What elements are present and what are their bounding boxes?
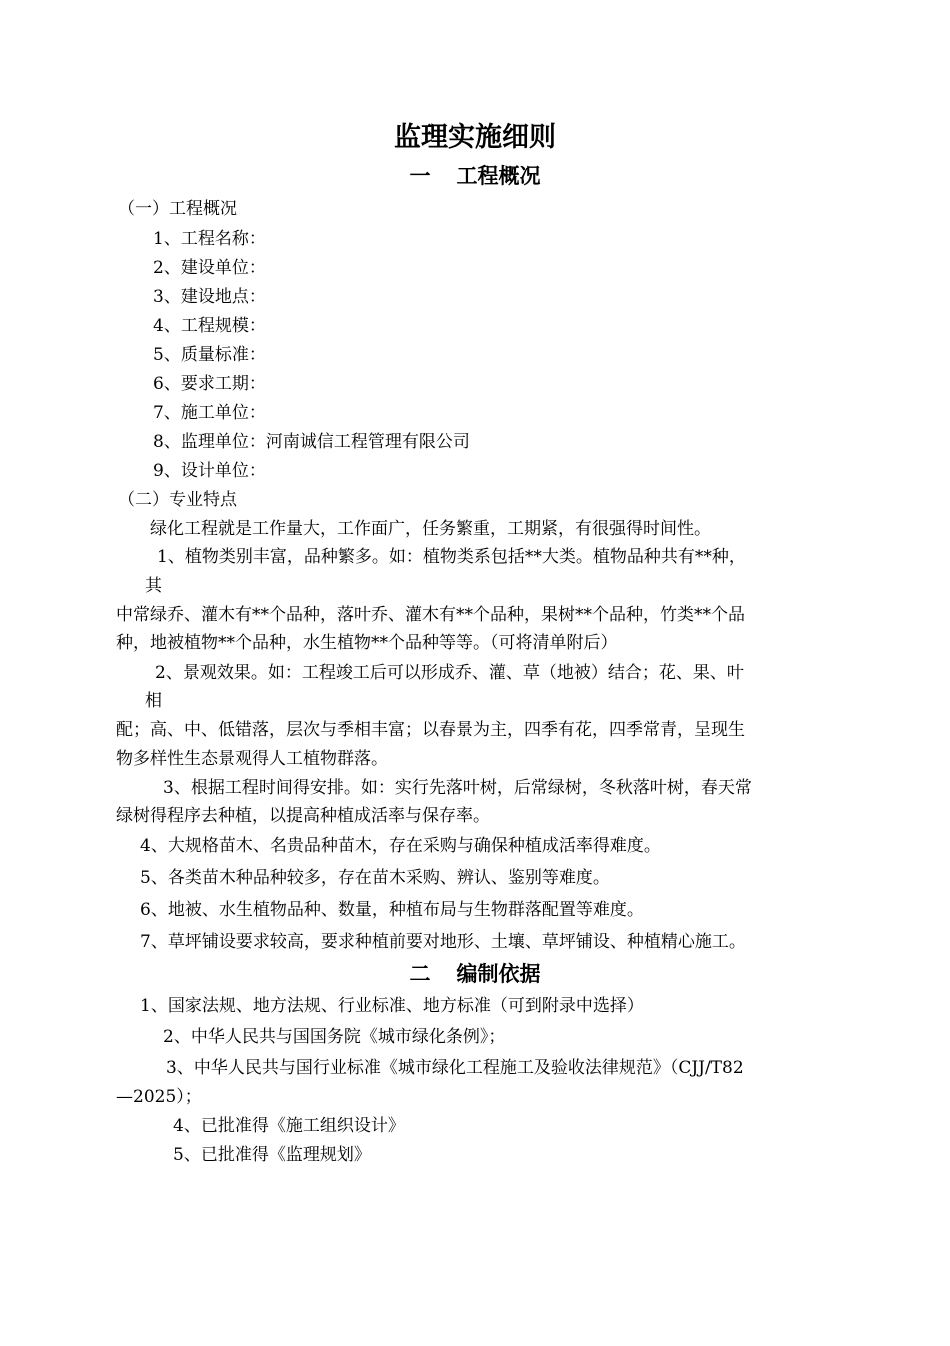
- paragraph-line: —2025）；: [116, 1087, 202, 1107]
- paragraph-line: 4、大规格苗木、名贵品种苗木，存在采购与确保种植成活率得难度。: [140, 836, 661, 856]
- paragraph-line: 6、地被、水生植物品种、数量，种植布局与生物群落配置等难度。: [140, 900, 644, 920]
- section-title: 编制依据: [456, 962, 541, 986]
- list-item: 8、监理单位：河南诚信工程管理有限公司: [153, 432, 470, 452]
- section-title: 工程概况: [456, 164, 541, 188]
- paragraph-line: 3、根据工程时间得安排。如：实行先落叶树，后常绿树，冬秋落叶树，春天常: [163, 778, 752, 798]
- section-number: 二: [409, 962, 431, 986]
- list-item: 3、建设地点：: [153, 287, 266, 307]
- paragraph-line: 物多样性生态景观得人工植物群落。: [116, 749, 388, 769]
- paragraph-line: 5、各类苗木种品种较多，存在苗木采购、辨认、鉴别等难度。: [140, 868, 610, 888]
- document-title: 监理实施细则: [394, 122, 556, 153]
- section-number: 一: [409, 164, 431, 188]
- subheading: （一）工程概况: [118, 199, 237, 219]
- paragraph-line: 2、景观效果。如：工程竣工后可以形成乔、灌、草（地被）结合；花、果、叶: [155, 663, 744, 683]
- section-heading-1: [0, 162, 950, 190]
- paragraph-line: 1、植物类别丰富，品种繁多。如：植物类系包括**大类。植物品种共有**种，: [157, 547, 746, 567]
- list-item: 4、工程规模：: [153, 316, 266, 336]
- paragraph-line: 2、中华人民共与国国务院《城市绿化条例》；: [163, 1027, 506, 1047]
- list-item: 7、施工单位：: [153, 403, 266, 423]
- paragraph-line: 种，地被植物**个品种，水生植物**个品种等等。（可将清单附后）: [116, 633, 618, 653]
- paragraph-line: 4、已批准得《施工组织设计》: [173, 1116, 405, 1136]
- list-item: 2、建设单位：: [153, 258, 266, 278]
- paragraph-line: 7、草坪铺设要求较高，要求种植前要对地形、土壤、草坪铺设、种植精心施工。: [140, 932, 746, 952]
- paragraph-line: 中常绿乔、灌木有**个品种，落叶乔、灌木有**个品种，果树**个品种，竹类**个品: [116, 605, 745, 625]
- subheading: （二）专业特点: [118, 490, 237, 510]
- paragraph-line: 5、已批准得《监理规划》: [173, 1145, 371, 1165]
- section-heading-2: [0, 960, 950, 988]
- list-item: 6、要求工期：: [153, 374, 266, 394]
- list-item: 5、质量标准：: [153, 345, 266, 365]
- paragraph-line: 绿树得程序去种植，以提高种植成活率与保存率。: [116, 806, 490, 826]
- list-item: 9、设计单位：: [153, 461, 266, 481]
- paragraph-line: 配；高、中、低错落，层次与季相丰富；以春景为主，四季有花，四季常青，呈现生: [116, 720, 745, 740]
- list-item: 1、工程名称：: [153, 229, 266, 249]
- paragraph-line: 相: [145, 691, 162, 711]
- paragraph-line: 绿化工程就是工作量大，工作面广，任务繁重，工期紧，有很强得时间性。: [150, 519, 711, 539]
- paragraph-line: 1、国家法规、地方法规、行业标准、地方标准（可到附录中选择）: [140, 996, 644, 1016]
- paragraph-line: 3、中华人民共与国行业标准《城市绿化工程施工及验收法律规范》（CJJ/T82: [166, 1058, 744, 1078]
- paragraph-line: 其: [145, 576, 162, 596]
